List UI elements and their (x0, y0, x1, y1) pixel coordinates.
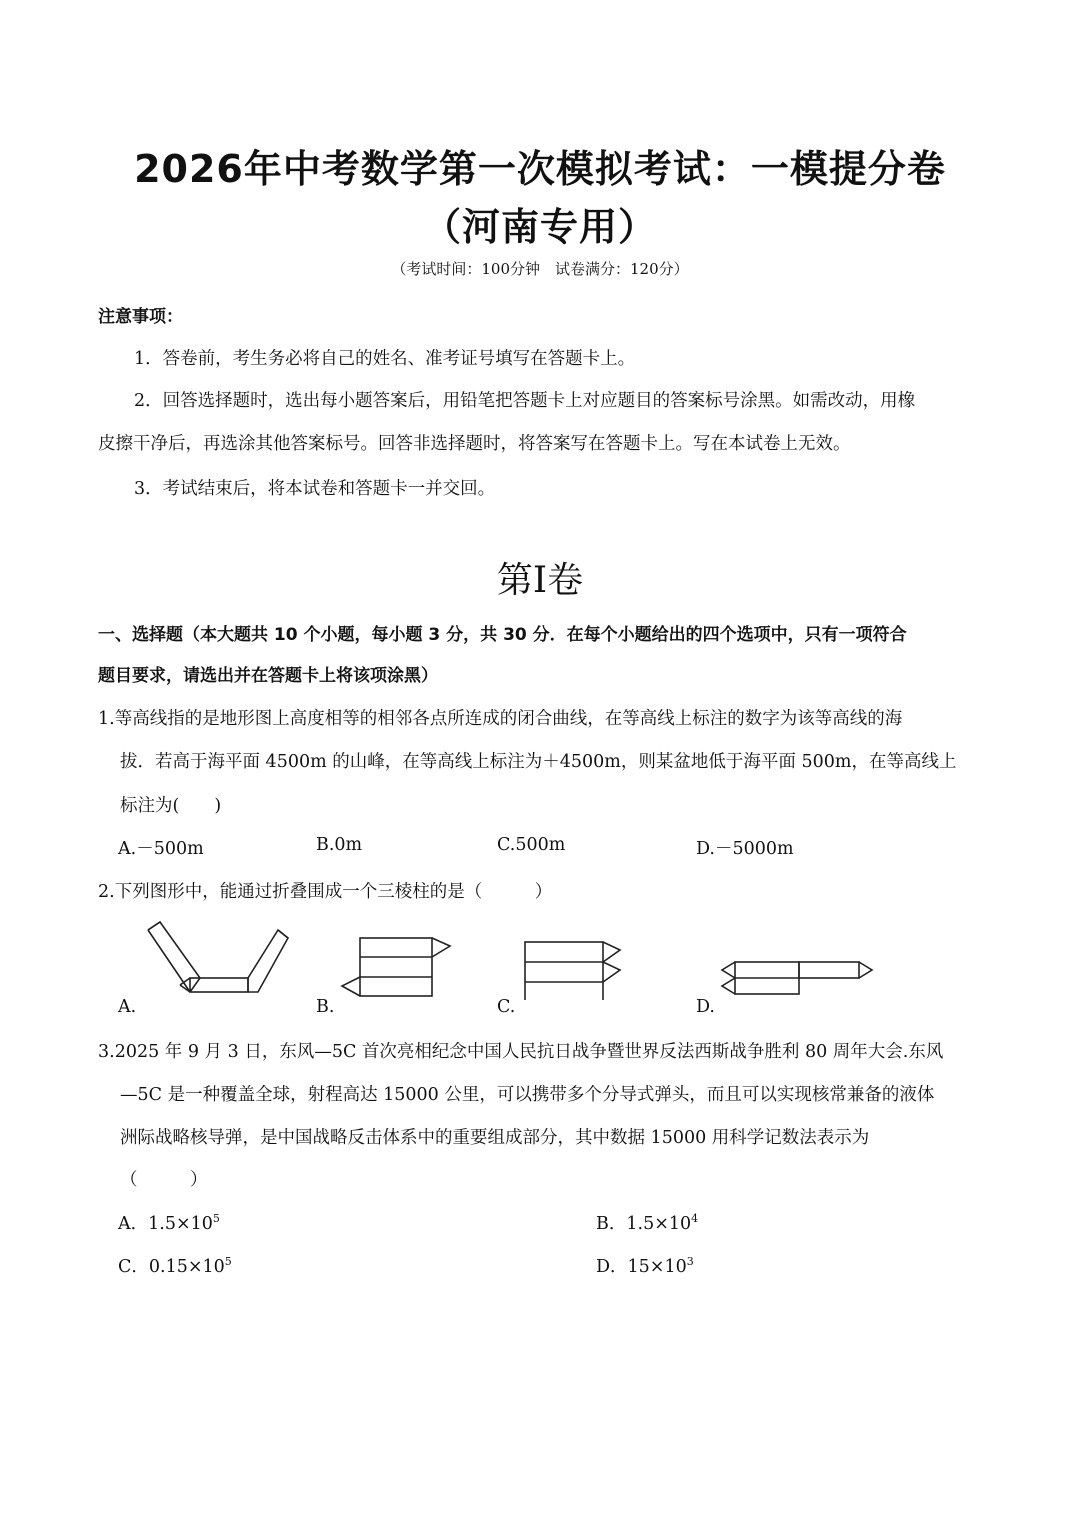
q3-option-a-exp: 5 (212, 1212, 220, 1226)
fig-b-left-flap (342, 977, 360, 996)
q3-option-b-value: 1.5×10 (626, 1214, 692, 1234)
fig-d-left-flap-2 (722, 978, 735, 994)
q3-option-a (118, 1210, 220, 1235)
notice-item-2-cont: 皮擦干净后，再选涂其他答案标号。回答非选择题时，将答案写在答题卡上。写在本试卷上无效。 (98, 434, 851, 454)
part-heading-cont: 题目要求，请选出并在答题卡上将该项涂黑） (98, 666, 438, 686)
part-heading: 一、选择题（本大题共 10 个小题，每小题 3 分，共 30 分．在每个小题给出的四个选项中，只有一项符合 (98, 625, 907, 645)
q3-option-d-value: 15×10 (627, 1257, 687, 1277)
q2-label-c: C. (497, 997, 516, 1017)
fig-a-right-arm (248, 930, 288, 992)
q3-option-c (118, 1253, 232, 1278)
notice-heading: 注意事项： (98, 307, 183, 327)
q3-option-c-label: C． (118, 1257, 149, 1277)
q3-stem-line2: —5C 是一种覆盖全球，射程高达 15000 公里，可以携带多个分导式弹头，而且可以实现核常兼备的液体 (120, 1085, 935, 1105)
notice-item-3: 3．考试结束后，将本试卷和答题卡一并交回。 (134, 479, 496, 499)
q3-option-b-label: B． (596, 1214, 627, 1234)
exam-title: 2026年中考数学第一次模拟考试：一模提分卷 (134, 147, 946, 191)
section-title: 第I卷 (496, 560, 584, 601)
fig-a-right-top (278, 930, 288, 938)
q3-option-b-exp: 4 (691, 1212, 699, 1226)
fig-c-right-flap-2 (603, 962, 620, 982)
q2-stem: 2.下列图形中，能通过折叠围成一个三棱柱的是（ ） (98, 882, 553, 902)
fig-c-body (525, 942, 603, 1000)
fig-a-left-arm (148, 922, 200, 992)
q2-figures (110, 920, 890, 1000)
exam-meta: （考试时间：100分钟 试卷满分：120分） (391, 260, 689, 278)
fig-d-right-flap (859, 962, 872, 978)
q1-option-c: C.500m (497, 835, 566, 855)
fig-a-left-top (148, 922, 160, 930)
notice-item-2: 2．回答选择题时，选出每小题答案后，用铅笔把答题卡上对应题目的答案标号涂黑。如需改动，用橡 (134, 391, 916, 411)
q2-label-b: B. (316, 997, 335, 1017)
q2-label-d: D. (696, 997, 715, 1017)
fig-d-left-flap-1 (722, 962, 735, 978)
q3-option-a-label: A． (118, 1214, 149, 1234)
q3-option-c-exp: 5 (224, 1255, 232, 1269)
q3-option-d (596, 1253, 694, 1278)
exam-subtitle: （河南专用） (422, 205, 657, 249)
q2-label-a: A. (118, 997, 137, 1017)
q3-option-d-label: D． (596, 1257, 628, 1277)
notice-item-1: 1．答卷前，考生务必将自己的姓名、准考证号填写在答题卡上。 (134, 349, 636, 369)
q3-option-d-exp: 3 (686, 1255, 694, 1269)
q1-option-b: B.0m (316, 835, 363, 855)
q2-figure-a (148, 922, 288, 992)
q3-option-a-value: 1.5×10 (148, 1214, 213, 1234)
q1-option-d: D.－5000m (696, 839, 794, 859)
fig-d-right-body (799, 962, 859, 978)
q1-option-a: A.－500m (118, 839, 204, 859)
fig-c-right-flap-1 (603, 942, 620, 962)
q3-stem-line4: （ ） (120, 1170, 208, 1190)
q3-option-c-value: 0.15×10 (148, 1257, 225, 1277)
fig-b-right-flap (432, 938, 450, 957)
q3-option-b (596, 1210, 698, 1235)
q2-figure-b (342, 938, 450, 996)
q1-stem-line2: 拔．若高于海平面 4500m 的山峰，在等高线上标注为＋4500m，则某盆地低于海平面 500m，在等高线上 (120, 752, 957, 772)
q3-stem-line3: 洲际战略核导弹，是中国战略反击体系中的重要组成部分，其中数据 15000 用科学记数法表示为 (120, 1128, 870, 1148)
q1-stem-line1: 1.等高线指的是地形图上高度相等的相邻各点所连成的闭合曲线，在等高线上标注的数字为该等高线的海 (98, 709, 903, 729)
q1-stem-line3: 标注为( ) (120, 796, 222, 816)
q3-stem-line1: 3.2025 年 9 月 3 日，东风—5C 首次亮相纪念中国人民抗日战争暨世界反法西斯战争胜利 80 周年大会.东风 (98, 1042, 944, 1062)
q2-figure-d (722, 962, 872, 994)
fig-b-body (360, 938, 432, 996)
q2-figure-c (525, 942, 620, 1000)
